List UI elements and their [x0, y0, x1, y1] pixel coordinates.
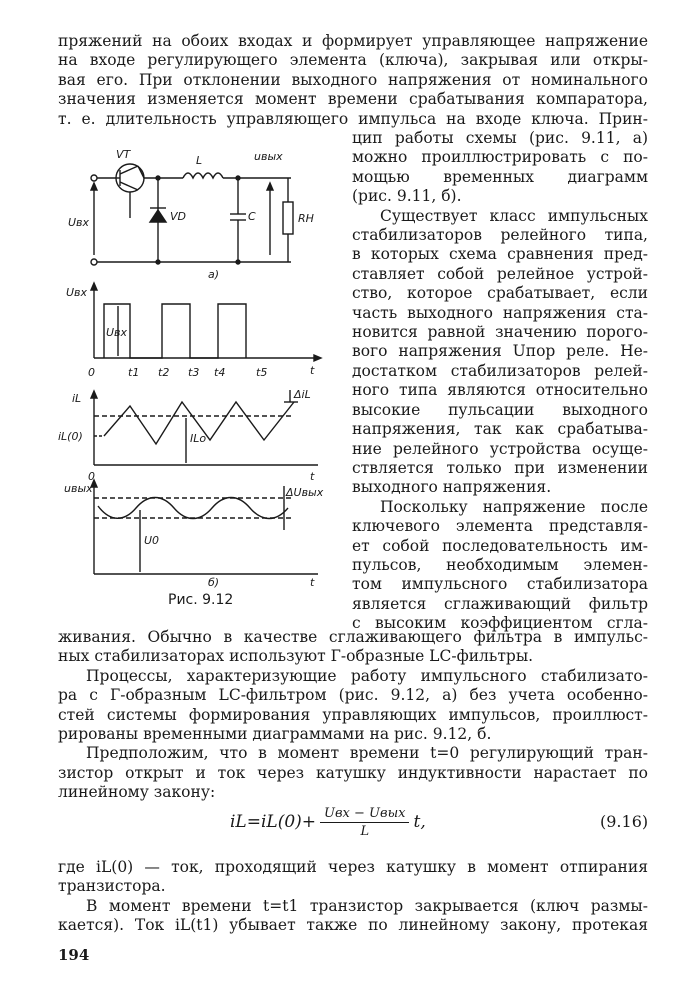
axis-t-2: t [310, 470, 315, 483]
text-line: часть выходного напряжения ста- [352, 303, 648, 322]
figure-9-12 [58, 140, 348, 620]
formula-denominator: L [360, 824, 370, 839]
text-line: где iL(0) — ток, проходящий через катушку в момент отпирания [58, 858, 648, 876]
text-line: транзистора. [58, 877, 166, 896]
text-line: выходного напряжения. [352, 478, 552, 497]
tick-t5: t5 [256, 366, 268, 379]
pulse-ubx: Uвх [106, 326, 128, 339]
page-number: 194 [58, 946, 90, 964]
text-line: Процессы, характеризующие работу импульсного стабилизато- [86, 666, 648, 685]
text-line: достатком стабилизаторов релей- [352, 361, 648, 380]
text-line: с высоким коэффициентом сгла- [352, 614, 648, 633]
axis-t-1: t [310, 364, 315, 377]
zero-1: 0 [88, 366, 95, 379]
text-line: линейному закону: [58, 783, 216, 802]
text-line: Существует класс импульсных [380, 206, 648, 225]
equation-number: (9.16) [600, 812, 649, 831]
text-line: ет собой последовательность им- [352, 536, 648, 555]
tick-t1: t1 [128, 366, 140, 379]
text-line: кается). Ток iL(t1) убывает также по линейному закону, протекая [58, 916, 648, 935]
text-line: можно проиллюстрировать с по- [352, 148, 648, 167]
text-line: рированы временными диаграммами на рис. 9.12, б. [58, 725, 492, 744]
formula-numerator: Uвх − Uвых [320, 806, 409, 823]
text-line: вого напряжения Uпор реле. Не- [352, 342, 648, 361]
axis-il: iL [72, 392, 82, 405]
label-u0: U0 [144, 534, 160, 547]
text-line: пульсов, необходимым элемен- [352, 555, 648, 574]
text-line: новится равной значению порого- [352, 323, 648, 342]
text-line: является сглаживающий фильтр [352, 594, 648, 613]
axis-ubx: Uвх [66, 286, 88, 299]
text-line: живания. Обычно в качестве сглаживающего фильтра в импульс- [58, 628, 648, 646]
text-line: В момент времени t=t1 транзистор закрывается (ключ размы- [86, 896, 648, 915]
figure-drawing [58, 140, 348, 590]
text-line: мощью временных диаграмм [352, 167, 648, 186]
formula-9-16 [230, 806, 426, 839]
text-line: ставляет собой релейное устрой- [352, 264, 648, 283]
label-b: б) [208, 576, 220, 589]
formula-lhs: iL=iL(0)+ [230, 812, 317, 832]
label-a: а) [208, 268, 220, 281]
formula-fraction [320, 806, 409, 839]
label-uvx: Uвх [68, 216, 90, 229]
text-line: цип работы схемы (рис. 9.11, а) [352, 129, 648, 147]
text-line: ключевого элемента представля- [352, 517, 648, 536]
text-line: в которых схема сравнения пред- [352, 245, 648, 264]
text-line: стей системы формирования управляющих импульсов, проиллюст- [58, 705, 648, 724]
text-line: ние релейного устройства осуще- [352, 439, 648, 458]
label-rh: RH [298, 212, 314, 225]
right-column-text [352, 129, 648, 634]
label-dil: ΔiL [294, 388, 311, 401]
tick-t4: t4 [214, 366, 226, 379]
label-l: L [196, 154, 203, 167]
label-duvyx: ΔUвых [286, 486, 324, 499]
text-line: значения изменяется момент времени срабатывания компаратора, [58, 90, 648, 109]
text-line: ствляется только при изменении [352, 458, 648, 477]
text-line: т. е. длительность управляющего импульса на входе ключа. Прин- [58, 109, 648, 128]
bottom-paragraphs [58, 628, 648, 803]
tick-t2: t2 [158, 366, 170, 379]
text-line: ра с Г-образным LC-фильтром (рис. 9.12, а) без учета особенно- [58, 686, 648, 705]
text-line: ного типа являются относительно [352, 381, 648, 400]
text-line: (рис. 9.11, б). [352, 187, 462, 206]
text-line: пряжений на обоих входах и формирует управляющее напряжение [58, 32, 648, 50]
text-line: Поскольку напряжение после [380, 497, 648, 516]
axis-uvyx: uвых [64, 482, 93, 495]
label-ilo: ILo [190, 432, 207, 445]
text-line: напряжения, так как срабатыва- [352, 420, 648, 439]
text-line: высокие пульсации выходного [352, 400, 648, 419]
top-paragraph [58, 32, 648, 129]
text-line: том импульсного стабилизатора [352, 575, 648, 594]
tick-t3: t3 [188, 366, 200, 379]
label-vt: VT [116, 148, 131, 161]
text-line: зистор открыт и ток через катушку индуктивности нарастает по [58, 763, 648, 782]
text-line: ство, которое срабатывает, если [352, 284, 648, 303]
label-il0: iL(0) [58, 430, 83, 443]
text-line: ных стабилизаторах используют Г-образные LC-фильтры. [58, 647, 534, 666]
label-c: C [248, 210, 256, 223]
text-line: стабилизаторов релейного типа, [352, 226, 648, 245]
after-formula-text [58, 858, 648, 936]
figure-caption: Рис. 9.12 [168, 592, 234, 608]
text-line: Предположим, что в момент времени t=0 регулирующий тран- [86, 744, 648, 763]
axis-t-3: t [310, 576, 315, 589]
label-uvyx-top: uвых [254, 150, 283, 163]
text-line: вая его. При отклонении выходного напряжения от номинального [58, 70, 648, 89]
formula-tail: t, [413, 812, 426, 832]
text-line: на входе регулирующего элемента (ключа), закрывая или откры- [58, 51, 648, 70]
zero-2: 0 [88, 470, 95, 483]
label-vd: VD [170, 210, 186, 223]
